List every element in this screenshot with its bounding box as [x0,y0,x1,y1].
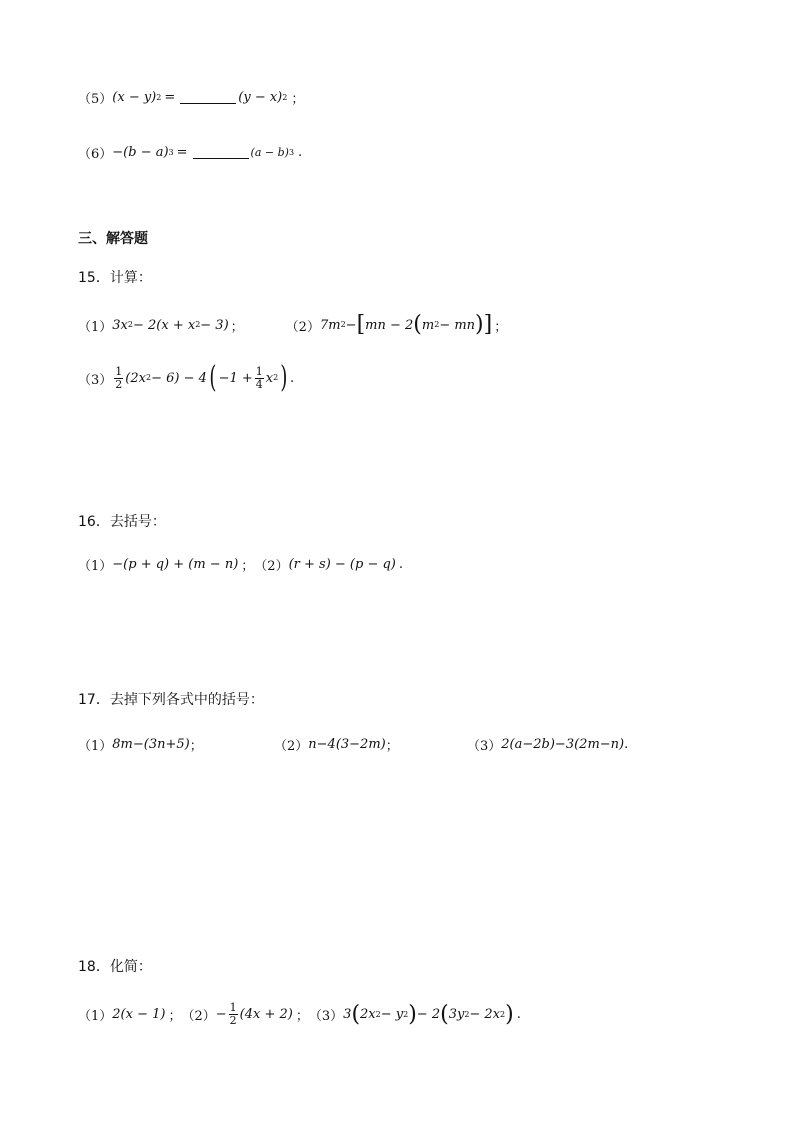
part-label: （1） [78,739,113,754]
expression: − 3) [200,317,229,333]
fill-in-item-6: （6） −(b − a) 3 = (a − b) 3 . [78,145,303,162]
expression: 2x [360,1007,376,1022]
expression-right: (a − b) [250,146,289,159]
part-label: （3） [467,739,502,754]
expression-left: (x − y) [112,90,157,105]
punctuation: ； [241,559,255,574]
expression: 3x [112,317,128,333]
fraction: $\frac{1}{2}$ [115,364,123,391]
expression: 3 [343,1007,352,1022]
expression: mn − 2 [365,317,414,333]
expression: 2(a−2b)−3(2m−n) [501,737,625,752]
punctuation: ； [168,1009,182,1024]
expression: 2(x − 1) [112,1007,166,1022]
expression: − mn [439,317,476,333]
punctuation: . [516,1007,521,1022]
punctuation: ； [494,319,508,335]
question-16-title: 16．去括号： [78,514,166,530]
expression: −(p + q) + (m − n) [112,557,239,572]
punctuation: ； [385,739,399,754]
question-17-part-2 [274,735,399,754]
expression: 8m−(3n+5) [112,737,190,752]
punctuation: . [398,557,404,572]
expression: − 2(x + x [132,317,196,333]
part-label: （3） [308,1009,344,1024]
punctuation: ； [295,1009,309,1024]
expression: − [345,317,357,333]
expression: m [421,317,435,333]
question-15-part-1-2: （1） 3x 2 − 2(x + x 2 − 3) ； （2） 7m 2 − [ mn − 2 ( m 2 − mn )] ； [78,312,508,337]
punctuation: . [298,145,303,160]
question-18-parts: （1） 2(x − 1) ； （2） − $\frac{1}{2}$ (4x + 2) ； （3） 3 ( 2x 2 − y 2 ) − 2 ( 3y 2 − 2x 2 ) . [78,1001,521,1027]
question-17-part-1 [78,735,203,754]
fraction: $\frac{1}{2}$ [229,1001,237,1027]
question-15-part-3: （3） $\frac{1}{2}$ (2x 2 − 6) − 4 ( −1 + $\frac{1}{4}$ x 2 ) . [78,360,295,395]
expression: 7m [319,317,341,333]
expression: − [215,1007,227,1022]
answer-blank[interactable] [180,91,236,104]
section-heading: 三、解答题 [78,231,148,247]
punctuation: . [624,737,629,752]
punctuation: ； [291,92,305,107]
expression-right: (y − x) [238,90,283,105]
expression: n−4(3−2m) [308,737,386,752]
part-label: （1） [78,319,113,335]
part-label: （2） [274,739,309,754]
part-label: （2） [181,1009,216,1024]
expression: (r + s) − (p − q) [288,557,396,572]
item-label: （5） [78,92,113,107]
fill-in-item-5: （5） (x − y) 2 = (y − x) 2 ； [78,90,305,107]
question-17-title: 17．去掉下列各式中的括号： [78,692,264,708]
answer-blank[interactable] [193,146,249,159]
expression: − y [380,1007,404,1022]
question-18-title: 18．化简： [78,959,152,975]
punctuation: . [289,370,295,386]
question-16-parts [78,555,403,574]
fraction: $\frac{1}{4}$ [255,364,263,391]
equals-sign: = [164,90,176,105]
expression: − 2 [416,1007,441,1022]
expression: 3y [448,1007,465,1022]
expression: − 2x [469,1007,501,1022]
part-label: （2） [254,559,289,574]
expression: x [265,370,274,386]
expression: −1 + [218,370,253,386]
item-label: （6） [78,147,113,162]
equals-sign: = [176,145,188,160]
part-label: （1） [78,1009,113,1024]
question-15-title: 15．计算： [78,270,152,286]
question-17-part-3 [467,735,628,754]
expression: − 6) − 4 [151,370,207,386]
punctuation: ； [230,319,244,335]
expression-left: −(b − a) [112,145,169,160]
expression: (2x [125,370,146,386]
punctuation: ； [189,739,203,754]
expression: (4x + 2) [239,1007,293,1022]
part-label: （1） [78,559,113,574]
part-label: （2） [285,319,320,335]
part-label: （3） [78,372,113,388]
